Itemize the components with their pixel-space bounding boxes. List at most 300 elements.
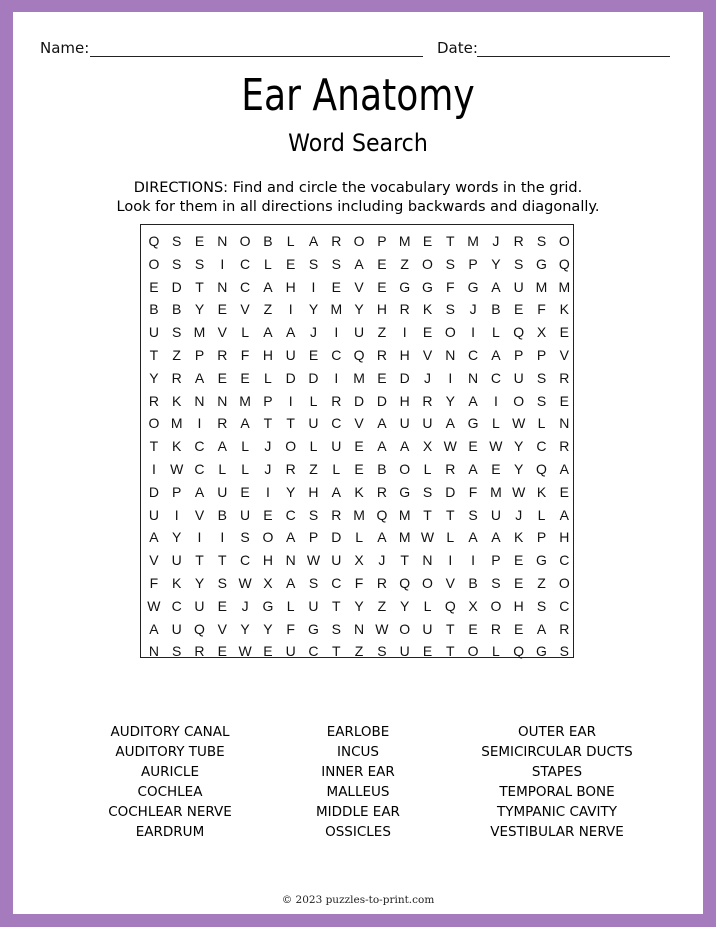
grid-letter[interactable]: U xyxy=(490,506,501,523)
grid-letter[interactable]: U xyxy=(422,620,433,637)
grid-letter[interactable]: M xyxy=(353,506,365,523)
grid-letter[interactable]: S xyxy=(194,255,205,272)
grid-letter[interactable]: I xyxy=(197,415,202,432)
grid-letter[interactable]: A xyxy=(559,461,569,477)
grid-letter[interactable]: N xyxy=(559,415,570,432)
grid-letter[interactable]: S xyxy=(172,255,182,272)
grid-letter[interactable]: I xyxy=(493,392,498,409)
grid-letter[interactable]: G xyxy=(308,620,319,637)
grid-letter[interactable]: H xyxy=(285,278,296,295)
grid-letter[interactable]: W xyxy=(238,643,252,660)
grid-letter[interactable]: W xyxy=(238,575,252,591)
grid-letter[interactable]: S xyxy=(559,643,569,660)
grid-letter[interactable]: Q xyxy=(444,597,456,614)
grid-letter[interactable]: U xyxy=(399,415,410,432)
grid-letter[interactable]: H xyxy=(399,347,410,363)
grid-letter[interactable]: Q xyxy=(558,255,570,272)
grid-letter[interactable]: O xyxy=(148,255,160,272)
grid-letter[interactable]: A xyxy=(468,392,478,409)
grid-letter[interactable]: Z xyxy=(309,461,318,477)
grid-letter[interactable]: V xyxy=(217,324,227,341)
grid-letter[interactable]: E xyxy=(559,392,569,409)
grid-letter[interactable]: A xyxy=(286,575,296,591)
grid-letter[interactable]: R xyxy=(285,461,296,477)
grid-letter[interactable]: M xyxy=(558,278,571,295)
grid-letter[interactable]: N xyxy=(194,392,205,409)
grid-letter[interactable]: C xyxy=(240,552,251,569)
grid-letter[interactable]: O xyxy=(148,415,160,432)
grid-letter[interactable]: O xyxy=(467,643,479,660)
grid-letter[interactable]: H xyxy=(559,529,570,546)
grid-letter[interactable]: L xyxy=(218,461,227,477)
grid-letter[interactable]: L xyxy=(264,369,272,386)
grid-letter[interactable]: L xyxy=(332,461,341,477)
grid-letter[interactable]: T xyxy=(218,552,227,569)
grid-letter[interactable]: V xyxy=(422,347,433,363)
grid-letter[interactable]: P xyxy=(377,233,387,249)
grid-letter[interactable]: K xyxy=(559,301,569,318)
grid-letter[interactable]: W xyxy=(170,461,184,477)
grid-letter[interactable]: R xyxy=(148,392,159,409)
grid-letter[interactable]: N xyxy=(468,369,479,386)
grid-letter[interactable]: Q xyxy=(194,620,205,637)
grid-letter[interactable]: L xyxy=(286,233,295,249)
grid-letter[interactable]: L xyxy=(537,415,546,432)
grid-letter[interactable]: J xyxy=(515,506,523,523)
grid-letter[interactable]: E xyxy=(354,461,364,477)
grid-letter[interactable]: V xyxy=(354,415,364,432)
grid-letter[interactable]: D xyxy=(148,483,159,500)
grid-letter[interactable]: C xyxy=(490,369,501,386)
grid-letter[interactable]: C xyxy=(240,278,251,295)
grid-letter[interactable]: Y xyxy=(240,620,250,637)
grid-letter[interactable]: E xyxy=(354,438,364,455)
grid-letter[interactable]: B xyxy=(217,506,227,523)
grid-letter[interactable]: N xyxy=(445,347,456,363)
grid-letter[interactable]: H xyxy=(399,392,410,409)
grid-letter[interactable]: I xyxy=(334,324,339,341)
grid-letter[interactable]: A xyxy=(263,278,273,295)
grid-letter[interactable]: S xyxy=(217,575,227,591)
grid-letter[interactable]: U xyxy=(422,415,433,432)
grid-letter[interactable]: W xyxy=(420,529,435,546)
grid-letter[interactable]: O xyxy=(513,392,525,409)
grid-letter[interactable]: D xyxy=(376,392,387,409)
grid-letter[interactable]: R xyxy=(376,483,387,500)
grid-letter[interactable]: U xyxy=(285,347,296,363)
grid-letter[interactable]: Q xyxy=(376,506,388,523)
grid-letter[interactable]: O xyxy=(422,255,433,272)
grid-letter[interactable]: U xyxy=(354,324,365,341)
grid-letter[interactable]: O xyxy=(353,233,365,249)
grid-letter[interactable]: F xyxy=(446,278,455,295)
grid-letter[interactable]: T xyxy=(400,552,409,569)
grid-letter[interactable]: W xyxy=(375,620,389,637)
grid-letter[interactable]: C xyxy=(308,643,319,660)
grid-letter[interactable]: X xyxy=(468,597,478,614)
grid-letter[interactable]: E xyxy=(491,461,501,477)
grid-letter[interactable]: Y xyxy=(308,301,319,318)
grid-letter[interactable]: L xyxy=(492,643,500,660)
grid-letter[interactable]: R xyxy=(559,620,570,637)
grid-letter[interactable]: V xyxy=(217,620,227,637)
grid-letter[interactable]: W xyxy=(443,438,457,455)
grid-letter[interactable]: S xyxy=(308,575,319,591)
grid-letter[interactable]: H xyxy=(262,552,273,569)
grid-letter[interactable]: S xyxy=(536,233,547,249)
grid-letter[interactable]: N xyxy=(217,233,228,249)
grid-letter[interactable]: F xyxy=(286,620,295,637)
grid-letter[interactable]: G xyxy=(467,278,479,295)
grid-letter[interactable]: D xyxy=(171,278,182,295)
grid-letter[interactable]: E xyxy=(377,278,387,295)
grid-letter[interactable]: U xyxy=(513,278,524,295)
grid-letter[interactable]: C xyxy=(559,597,570,614)
grid-letter[interactable]: K xyxy=(172,438,182,455)
grid-letter[interactable]: A xyxy=(263,324,273,341)
grid-letter[interactable]: P xyxy=(536,529,547,546)
grid-letter[interactable]: D xyxy=(285,369,296,386)
grid-letter[interactable]: V xyxy=(240,301,250,318)
grid-letter[interactable]: Y xyxy=(286,483,296,500)
grid-letter[interactable]: Y xyxy=(172,529,182,546)
grid-letter[interactable]: I xyxy=(448,369,453,386)
grid-letter[interactable]: L xyxy=(446,529,455,546)
grid-letter[interactable]: E xyxy=(217,301,227,318)
grid-letter[interactable]: P xyxy=(536,347,547,363)
grid-letter[interactable]: X xyxy=(354,552,364,569)
grid-letter[interactable]: A xyxy=(377,529,387,546)
grid-letter[interactable]: T xyxy=(149,347,159,363)
grid-letter[interactable]: O xyxy=(558,233,570,249)
grid-letter[interactable]: I xyxy=(288,392,293,409)
grid-letter[interactable]: T xyxy=(286,415,295,432)
grid-letter[interactable]: U xyxy=(171,620,182,637)
grid-letter[interactable]: P xyxy=(468,255,478,272)
grid-letter[interactable]: K xyxy=(422,301,433,318)
grid-letter[interactable]: E xyxy=(422,233,433,249)
grid-letter[interactable]: H xyxy=(376,301,387,318)
grid-letter[interactable]: B xyxy=(468,575,478,591)
grid-letter[interactable]: M xyxy=(398,506,411,523)
grid-letter[interactable]: B xyxy=(377,461,387,477)
grid-letter[interactable]: L xyxy=(423,461,432,477)
grid-letter[interactable]: T xyxy=(446,506,455,523)
grid-letter[interactable]: A xyxy=(468,461,478,477)
grid-letter[interactable]: A xyxy=(194,483,205,500)
grid-letter[interactable]: X xyxy=(263,575,273,591)
grid-letter[interactable]: E xyxy=(514,620,524,637)
grid-letter[interactable]: J xyxy=(241,597,249,614)
grid-letter[interactable]: M xyxy=(353,369,365,386)
grid-letter[interactable]: O xyxy=(444,324,456,341)
grid-letter[interactable]: I xyxy=(471,324,476,341)
grid-letter[interactable]: I xyxy=(197,529,202,546)
grid-letter[interactable]: M xyxy=(170,415,183,432)
grid-letter[interactable]: E xyxy=(331,278,341,295)
grid-letter[interactable]: G xyxy=(262,597,274,614)
grid-letter[interactable]: U xyxy=(308,415,319,432)
grid-letter[interactable]: F xyxy=(240,347,250,363)
grid-letter[interactable]: U xyxy=(331,552,342,569)
grid-letter[interactable]: M xyxy=(467,233,479,249)
grid-letter[interactable]: N xyxy=(354,620,365,637)
grid-letter[interactable]: G xyxy=(536,255,547,272)
grid-letter[interactable]: A xyxy=(194,369,205,386)
grid-letter[interactable]: P xyxy=(194,347,205,363)
grid-letter[interactable]: O xyxy=(399,461,411,477)
grid-letter[interactable]: S xyxy=(491,575,501,591)
grid-letter[interactable]: C xyxy=(240,255,251,272)
grid-letter[interactable]: V xyxy=(559,347,569,363)
grid-letter[interactable]: G xyxy=(536,643,547,660)
grid-letter[interactable]: S xyxy=(308,506,319,523)
grid-letter[interactable]: T xyxy=(446,233,455,249)
grid-letter[interactable]: H xyxy=(308,483,319,500)
grid-letter[interactable]: M xyxy=(535,278,548,295)
grid-letter[interactable]: K xyxy=(536,483,547,500)
grid-letter[interactable]: B xyxy=(172,301,182,318)
grid-letter[interactable]: M xyxy=(239,392,251,409)
grid-letter[interactable]: L xyxy=(241,438,249,455)
grid-letter[interactable]: S xyxy=(445,255,455,272)
grid-letter[interactable]: E xyxy=(377,369,387,386)
grid-letter[interactable]: S xyxy=(172,324,182,341)
grid-letter[interactable]: E xyxy=(217,597,227,614)
grid-letter[interactable]: X xyxy=(536,324,547,341)
grid-letter[interactable]: U xyxy=(217,483,228,500)
grid-letter[interactable]: L xyxy=(423,597,432,614)
grid-letter[interactable]: Y xyxy=(263,620,273,637)
grid-letter[interactable]: Y xyxy=(514,438,524,455)
grid-letter[interactable]: L xyxy=(309,438,318,455)
grid-letter[interactable]: R xyxy=(422,392,433,409)
grid-letter[interactable]: R xyxy=(331,392,342,409)
grid-letter[interactable]: I xyxy=(265,483,270,500)
grid-letter[interactable]: I xyxy=(334,369,339,386)
grid-letter[interactable]: S xyxy=(172,643,182,660)
grid-letter[interactable]: R xyxy=(331,506,342,523)
grid-letter[interactable]: C xyxy=(331,575,342,591)
grid-letter[interactable]: C xyxy=(285,506,296,523)
grid-letter[interactable]: R xyxy=(513,233,524,249)
grid-letter[interactable]: R xyxy=(171,369,182,386)
grid-letter[interactable]: V xyxy=(354,278,364,295)
grid-letter[interactable]: A xyxy=(491,278,501,295)
grid-letter[interactable]: Z xyxy=(377,324,387,341)
grid-letter[interactable]: S xyxy=(536,597,547,614)
grid-letter[interactable]: Y xyxy=(194,301,205,318)
grid-letter[interactable]: R xyxy=(445,461,456,477)
grid-letter[interactable]: U xyxy=(171,552,182,569)
grid-letter[interactable]: A xyxy=(217,438,227,455)
grid-letter[interactable]: T xyxy=(446,643,455,660)
grid-letter[interactable]: Y xyxy=(354,597,364,614)
grid-letter[interactable]: A xyxy=(536,620,547,637)
grid-letter[interactable]: L xyxy=(264,255,272,272)
grid-letter[interactable]: E xyxy=(422,324,433,341)
grid-letter[interactable]: S xyxy=(172,233,182,249)
grid-letter[interactable]: A xyxy=(559,506,569,523)
grid-letter[interactable]: R xyxy=(194,643,205,660)
grid-letter[interactable]: Y xyxy=(149,369,159,386)
grid-letter[interactable]: J xyxy=(423,369,431,386)
grid-letter[interactable]: F xyxy=(537,301,546,318)
grid-letter[interactable]: Y xyxy=(194,575,205,591)
grid-letter[interactable]: E xyxy=(559,324,569,341)
grid-letter[interactable]: H xyxy=(262,347,273,363)
grid-letter[interactable]: O xyxy=(262,529,274,546)
grid-letter[interactable]: V xyxy=(194,506,205,523)
grid-letter[interactable]: O xyxy=(239,233,251,249)
grid-letter[interactable]: B xyxy=(149,301,159,318)
grid-letter[interactable]: R xyxy=(217,415,228,432)
grid-letter[interactable]: N xyxy=(217,392,228,409)
grid-letter[interactable]: E xyxy=(217,369,227,386)
grid-letter[interactable]: E xyxy=(194,233,205,249)
grid-letter[interactable]: Z xyxy=(172,347,181,363)
grid-letter[interactable]: M xyxy=(398,529,411,546)
grid-letter[interactable]: Z xyxy=(377,597,387,614)
grid-letter[interactable]: X xyxy=(422,438,433,455)
grid-letter[interactable]: U xyxy=(148,324,159,341)
grid-letter[interactable]: S xyxy=(468,506,478,523)
grid-letter[interactable]: E xyxy=(514,575,524,591)
grid-letter[interactable]: L xyxy=(286,597,295,614)
grid-letter[interactable]: W xyxy=(489,438,503,455)
grid-letter[interactable]: E xyxy=(149,278,159,295)
grid-letter[interactable]: Y xyxy=(400,597,410,614)
grid-letter[interactable]: Q xyxy=(353,347,365,363)
grid-letter[interactable]: Q xyxy=(148,233,160,249)
grid-letter[interactable]: P xyxy=(491,552,501,569)
grid-letter[interactable]: D xyxy=(354,392,365,409)
grid-letter[interactable]: I xyxy=(448,552,453,569)
grid-letter[interactable]: T xyxy=(423,506,432,523)
grid-letter[interactable]: M xyxy=(490,483,502,500)
grid-letter[interactable]: L xyxy=(309,392,318,409)
grid-letter[interactable]: S xyxy=(240,529,250,546)
grid-letter[interactable]: E xyxy=(263,643,273,660)
grid-letter[interactable]: G xyxy=(536,552,547,569)
grid-letter[interactable]: K xyxy=(172,392,182,409)
grid-letter[interactable]: S xyxy=(514,255,524,272)
grid-letter[interactable]: J xyxy=(309,324,317,341)
grid-letter[interactable]: M xyxy=(193,324,206,341)
grid-letter[interactable]: L xyxy=(492,415,500,432)
grid-letter[interactable]: A xyxy=(149,529,159,546)
grid-letter[interactable]: C xyxy=(194,461,205,477)
grid-letter[interactable]: N xyxy=(422,552,433,569)
grid-letter[interactable]: Y xyxy=(354,301,364,318)
grid-letter[interactable]: C xyxy=(536,438,547,455)
grid-letter[interactable]: A xyxy=(491,529,501,546)
grid-letter[interactable]: T xyxy=(332,597,341,614)
grid-letter[interactable]: G xyxy=(467,415,479,432)
grid-letter[interactable]: L xyxy=(492,324,500,341)
grid-letter[interactable]: T xyxy=(263,415,273,432)
grid-letter[interactable]: E xyxy=(286,255,296,272)
grid-letter[interactable]: G xyxy=(422,278,433,295)
grid-letter[interactable]: O xyxy=(490,597,502,614)
grid-letter[interactable]: L xyxy=(241,461,249,477)
grid-letter[interactable]: C xyxy=(331,415,342,432)
grid-letter[interactable]: O xyxy=(285,438,297,455)
date-line[interactable] xyxy=(477,56,670,57)
grid-letter[interactable]: J xyxy=(492,233,500,249)
grid-letter[interactable]: A xyxy=(377,415,387,432)
grid-letter[interactable]: D xyxy=(308,369,319,386)
grid-letter[interactable]: R xyxy=(331,233,342,249)
grid-letter[interactable]: J xyxy=(378,552,386,569)
grid-letter[interactable]: I xyxy=(311,278,316,295)
grid-letter[interactable]: Z xyxy=(400,255,409,272)
grid-letter[interactable]: L xyxy=(241,324,249,341)
grid-letter[interactable]: K xyxy=(172,575,182,591)
grid-letter[interactable]: K xyxy=(514,529,524,546)
grid-letter[interactable]: A xyxy=(377,438,387,455)
grid-letter[interactable]: I xyxy=(174,506,179,523)
grid-letter[interactable]: E xyxy=(559,483,569,500)
grid-letter[interactable]: I xyxy=(402,324,407,341)
grid-letter[interactable]: S xyxy=(308,255,319,272)
grid-letter[interactable]: O xyxy=(558,575,570,591)
grid-letter[interactable]: R xyxy=(376,575,387,591)
grid-letter[interactable]: S xyxy=(445,301,455,318)
grid-letter[interactable]: I xyxy=(471,552,476,569)
name-line[interactable] xyxy=(90,56,423,57)
grid-letter[interactable]: Z xyxy=(263,301,273,318)
grid-letter[interactable]: R xyxy=(399,301,410,318)
grid-letter[interactable]: W xyxy=(147,597,161,614)
grid-letter[interactable]: T xyxy=(195,278,204,295)
grid-letter[interactable]: E xyxy=(377,255,387,272)
grid-letter[interactable]: T xyxy=(446,620,455,637)
grid-letter[interactable]: S xyxy=(422,483,433,500)
grid-letter[interactable]: E xyxy=(468,620,478,637)
grid-letter[interactable]: P xyxy=(172,483,182,500)
grid-letter[interactable]: F xyxy=(354,575,364,591)
grid-letter[interactable]: G xyxy=(399,483,411,500)
grid-letter[interactable]: A xyxy=(354,255,364,272)
grid-letter[interactable]: L xyxy=(537,506,546,523)
grid-letter[interactable]: E xyxy=(514,552,524,569)
grid-letter[interactable]: A xyxy=(308,233,319,249)
grid-letter[interactable]: C xyxy=(171,597,182,614)
grid-letter[interactable]: F xyxy=(149,575,159,591)
grid-letter[interactable]: O xyxy=(422,575,433,591)
grid-letter[interactable]: A xyxy=(400,438,410,455)
grid-letter[interactable]: A xyxy=(491,347,501,363)
grid-letter[interactable]: F xyxy=(468,483,478,500)
grid-letter[interactable]: R xyxy=(376,347,387,363)
grid-letter[interactable]: R xyxy=(559,369,570,386)
grid-letter[interactable]: N xyxy=(148,643,159,660)
grid-letter[interactable]: A xyxy=(331,483,341,500)
grid-letter[interactable]: E xyxy=(514,301,524,318)
grid-letter[interactable]: T xyxy=(195,552,204,569)
grid-letter[interactable]: A xyxy=(468,529,478,546)
grid-letter[interactable]: N xyxy=(285,552,296,569)
grid-letter[interactable]: E xyxy=(240,369,250,386)
grid-letter[interactable]: U xyxy=(308,597,319,614)
grid-letter[interactable]: S xyxy=(331,255,341,272)
grid-letter[interactable]: J xyxy=(469,301,477,318)
grid-letter[interactable]: P xyxy=(308,529,319,546)
grid-letter[interactable]: W xyxy=(306,552,321,569)
grid-letter[interactable]: C xyxy=(194,438,205,455)
grid-letter[interactable]: Q xyxy=(513,643,525,660)
